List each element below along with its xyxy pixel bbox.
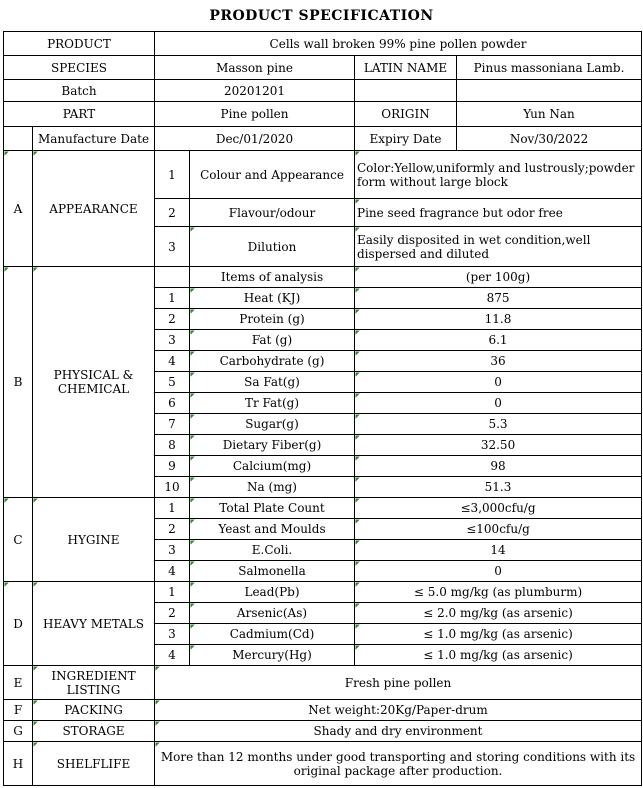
row-item: Arsenic(As) [190, 603, 355, 624]
appearance-row [4, 151, 642, 199]
dates-row [4, 127, 642, 151]
manufacture-date-value: Dec/01/2020 [155, 127, 355, 151]
packing-value: Net weight:20Kg/Paper-drum [155, 700, 642, 721]
section-letter: F [4, 700, 33, 721]
row-number: 3 [155, 330, 190, 351]
section-letter: G [4, 721, 33, 742]
section-name: PHYSICAL & CHEMICAL [33, 267, 155, 498]
species-label: SPECIES [4, 56, 155, 80]
manufacture-date-label: Manufacture Date [33, 127, 155, 151]
physical-header-row [4, 267, 642, 288]
row-number: 3 [155, 227, 190, 267]
section-letter: D [4, 582, 33, 666]
row-number: 4 [155, 561, 190, 582]
row-number: 10 [155, 477, 190, 498]
ingredient-value: Fresh pine pollen [155, 666, 642, 700]
row-item: Cadmium(Cd) [190, 624, 355, 645]
row-value: ≤3,000cfu/g [355, 498, 642, 519]
row-number: 7 [155, 414, 190, 435]
row-item: Yeast and Moulds [190, 519, 355, 540]
origin-value: Yun Nan [457, 102, 642, 127]
batch-row [4, 80, 642, 102]
expiry-date-value: Nov/30/2022 [457, 127, 642, 151]
ingredient-row [4, 666, 642, 700]
row-item: E.Coli. [190, 540, 355, 561]
section-name: PACKING [33, 700, 155, 721]
row-item: Sa Fat(g) [190, 372, 355, 393]
row-item: Protein (g) [190, 309, 355, 330]
row-value: 5.3 [355, 414, 642, 435]
expiry-date-label: Expiry Date [355, 127, 457, 151]
row-number: 3 [155, 624, 190, 645]
row-value: 0 [355, 561, 642, 582]
row-number: 2 [155, 199, 190, 227]
species-row [4, 56, 642, 80]
row-number: 5 [155, 372, 190, 393]
species-value: Masson pine [155, 56, 355, 80]
section-letter: H [4, 742, 33, 786]
row-value: ≤ 1.0 mg/kg (as arsenic) [355, 645, 642, 666]
section-name: APPEARANCE [33, 151, 155, 267]
row-item: Dilution [190, 227, 355, 267]
shelflife-value: More than 12 months under good transporting and storing conditions with its original package after production. [155, 742, 642, 786]
per-100g-header: (per 100g) [355, 267, 642, 288]
row-value: ≤ 2.0 mg/kg (as arsenic) [355, 603, 642, 624]
row-number [155, 267, 190, 288]
row-value: 875 [355, 288, 642, 309]
row-item: Calcium(mg) [190, 456, 355, 477]
storage-value: Shady and dry environment [155, 721, 642, 742]
row-item: Heat (KJ) [190, 288, 355, 309]
row-value: 32.50 [355, 435, 642, 456]
row-item: Colour and Appearance [190, 151, 355, 199]
row-value: ≤ 5.0 mg/kg (as plumburm) [355, 582, 642, 603]
section-name: HYGINE [33, 498, 155, 582]
row-item: Lead(Pb) [190, 582, 355, 603]
row-value: 51.3 [355, 477, 642, 498]
batch-empty-cell [355, 80, 457, 102]
section-letter: A [4, 151, 33, 267]
dates-empty-cell [4, 127, 33, 151]
row-value: 36 [355, 351, 642, 372]
page-title: PRODUCT SPECIFICATION [209, 7, 434, 24]
latin-name-value: Pinus massoniana Lamb. [457, 56, 642, 80]
row-number: 6 [155, 393, 190, 414]
row-item: Salmonella [190, 561, 355, 582]
row-number: 1 [155, 288, 190, 309]
row-number: 4 [155, 351, 190, 372]
row-number: 9 [155, 456, 190, 477]
row-item: Total Plate Count [190, 498, 355, 519]
row-number: 1 [155, 498, 190, 519]
row-number: 8 [155, 435, 190, 456]
spec-table [3, 31, 642, 786]
row-number: 4 [155, 645, 190, 666]
row-value: 14 [355, 540, 642, 561]
part-value: Pine pollen [155, 102, 355, 127]
row-number: 2 [155, 519, 190, 540]
product-row [4, 32, 642, 56]
row-item: Na (mg) [190, 477, 355, 498]
row-number: 2 [155, 309, 190, 330]
batch-value: 20201201 [155, 80, 355, 102]
section-name: INGREDIENT LISTING [33, 666, 155, 700]
row-number: 1 [155, 582, 190, 603]
section-letter: E [4, 666, 33, 700]
product-value: Cells wall broken 99% pine pollen powder [155, 32, 642, 56]
row-value: Pine seed fragrance but odor free [355, 199, 642, 227]
row-number: 2 [155, 603, 190, 624]
packing-row [4, 700, 642, 721]
hygine-row [4, 498, 642, 519]
section-letter: B [4, 267, 33, 498]
part-row [4, 102, 642, 127]
section-name: SHELFLIFE [33, 742, 155, 786]
row-item: Fat (g) [190, 330, 355, 351]
row-value: Color:Yellow,uniformly and lustrously;powder form without large block [355, 151, 642, 199]
row-item: Sugar(g) [190, 414, 355, 435]
row-item: Mercury(Hg) [190, 645, 355, 666]
row-value: ≤100cfu/g [355, 519, 642, 540]
row-item: Tr Fat(g) [190, 393, 355, 414]
heavy-metals-row [4, 582, 642, 603]
section-name: HEAVY METALS [33, 582, 155, 666]
latin-name-label: LATIN NAME [355, 56, 457, 80]
part-label: PART [4, 102, 155, 127]
origin-label: ORIGIN [355, 102, 457, 127]
row-value: ≤ 1.0 mg/kg (as arsenic) [355, 624, 642, 645]
items-header: Items of analysis [190, 267, 355, 288]
section-name: STORAGE [33, 721, 155, 742]
row-number: 1 [155, 151, 190, 199]
product-label: PRODUCT [4, 32, 155, 56]
batch-label: Batch [4, 80, 155, 102]
batch-empty-cell [457, 80, 642, 102]
section-letter: C [4, 498, 33, 582]
row-value: 6.1 [355, 330, 642, 351]
storage-row [4, 721, 642, 742]
row-value: 11.8 [355, 309, 642, 330]
row-value: 98 [355, 456, 642, 477]
row-item: Dietary Fiber(g) [190, 435, 355, 456]
row-value: Easily disposited in wet condition,well dispersed and diluted [355, 227, 642, 267]
shelflife-row [4, 742, 642, 786]
row-value: 0 [355, 372, 642, 393]
row-item: Carbohydrate (g) [190, 351, 355, 372]
row-item: Flavour/odour [190, 199, 355, 227]
row-value: 0 [355, 393, 642, 414]
row-number: 3 [155, 540, 190, 561]
